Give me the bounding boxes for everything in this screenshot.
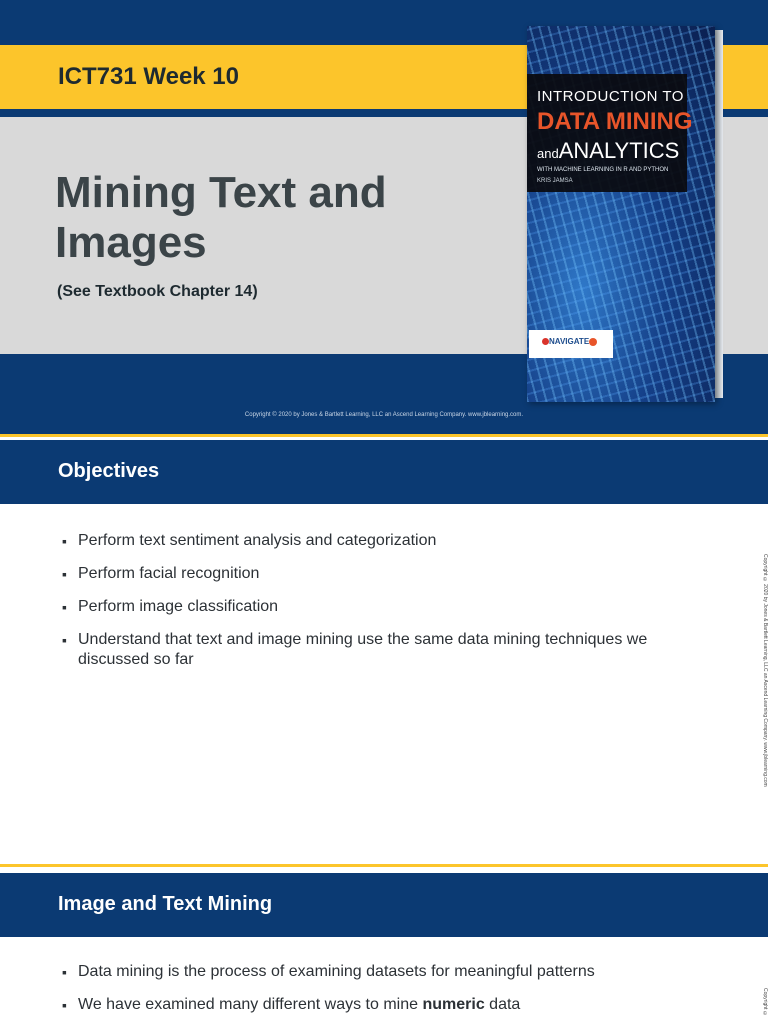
textbook-cover xyxy=(527,26,723,402)
bullet-text: data xyxy=(484,996,521,1013)
slide1-gold-rule xyxy=(0,434,768,437)
book-title-line2: DATA MINING xyxy=(537,108,693,135)
navigate-number-icon xyxy=(589,338,597,346)
book-tagline: WITH MACHINE LEARNING IN R AND PYTHON xyxy=(537,167,669,173)
book-title-analytics: ANALYTICS xyxy=(558,138,680,163)
navigate-badge-label: NAVIGATE xyxy=(549,337,590,346)
slide3-title: Image and Text Mining xyxy=(58,893,273,915)
book-front xyxy=(527,26,715,402)
bullet-text: We have examined many different ways to mine xyxy=(78,996,423,1013)
list-item: ▪ Understand that text and image mining use the same data mining techniques we discussed so far xyxy=(62,630,722,670)
slide1-title: Mining Text and Images xyxy=(55,168,387,267)
book-author: KRIS JAMSA xyxy=(537,178,573,184)
bullet-emphasis: numeric xyxy=(422,996,485,1013)
list-item xyxy=(62,995,722,1015)
list-item: ▪ Data mining is the process of examining datasets for meaningful patterns xyxy=(62,962,722,982)
navigate-logo-icon xyxy=(542,338,549,345)
list-item: ▪ Perform text sentiment analysis and categorization xyxy=(62,531,722,551)
book-title-line1: INTRODUCTION TO xyxy=(537,88,684,105)
book-title-and: and xyxy=(537,146,559,161)
slide2-side-copyright: Copyright © 2020 by Jones & Bartlett Learning, LLC an Ascend Learning Company. www.jblearning.com xyxy=(762,554,768,787)
slide1-subtitle: (See Textbook Chapter 14) xyxy=(57,283,258,300)
objectives-list xyxy=(62,531,722,683)
image-text-mining-list xyxy=(62,962,722,1028)
slide3-side-copyright: Copyright © xyxy=(762,988,768,1017)
course-week-label: ICT731 Week 10 xyxy=(58,63,239,90)
list-item: ▪ Perform facial recognition xyxy=(62,564,722,584)
book-title-line3 xyxy=(537,138,679,164)
slide2-gold-rule xyxy=(0,864,768,867)
slide1-copyright: Copyright © 2020 by Jones & Bartlett Learning, LLC an Ascend Learning Company. www.jblearning.com. xyxy=(244,412,524,418)
slide2-title: Objectives xyxy=(58,460,160,482)
list-item: ▪ Perform image classification xyxy=(62,597,722,617)
